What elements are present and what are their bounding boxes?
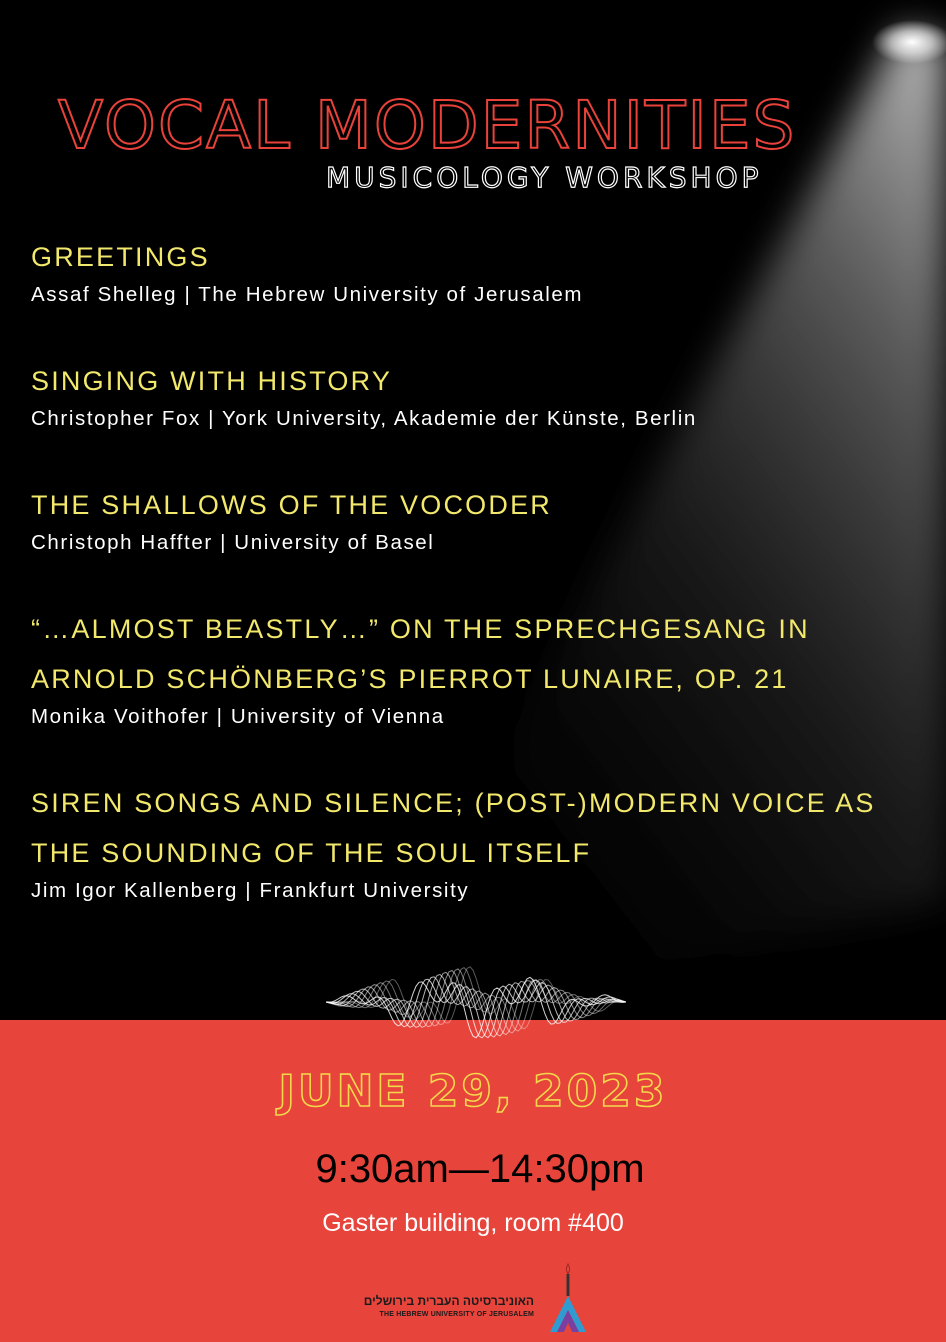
talk-title: “…ALMOST BEASTLY…” ON THE SPRECHGESANG IN ARNOLD SCHÖNBERG’S PIERROT LUNAIRE, OP. 21 (31, 614, 810, 694)
logo-hebrew-text: האוניברסיטה העברית בירושלים (363, 1294, 534, 1308)
talk-speaker: Assaf Shelleg | The Hebrew University of Jerusalem (31, 283, 584, 306)
talk-speaker: Christopher Fox | York University, Akademie der Künste, Berlin (31, 407, 697, 430)
workshop-subtitle: MUSICOLOGY WORKSHOP (326, 161, 763, 194)
talk-item (31, 480, 911, 558)
sound-wave-graphic (326, 952, 626, 1052)
talk-title: SINGING WITH HISTORY (31, 366, 393, 396)
talk-item (31, 356, 911, 434)
talk-speaker: Monika Voithofer | University of Vienna (31, 705, 445, 728)
talk-item (31, 778, 911, 906)
event-date: JUNE 29, 2023 (278, 1066, 668, 1117)
university-logo (356, 1258, 596, 1338)
wave-line (326, 974, 626, 1037)
talk-item (31, 604, 911, 732)
talk-title: SIREN SONGS AND SILENCE; (POST-)MODERN VOICE AS THE SOUNDING OF THE SOUL ITSELF (31, 788, 876, 868)
workshop-title: VOCAL MODERNITIES (58, 87, 797, 164)
talk-speaker: Jim Igor Kallenberg | Frankfurt University (31, 879, 470, 902)
talk-item (31, 232, 911, 310)
talk-title: THE SHALLOWS OF THE VOCODER (31, 490, 552, 520)
logo-english-text: THE HEBREW UNIVERSITY OF JERUSALEM (379, 1311, 534, 1318)
talk-speaker: Christoph Haffter | University of Basel (31, 531, 435, 554)
menorah-logo-icon (546, 1260, 590, 1336)
event-details-panel (0, 1020, 946, 1342)
wave-line (326, 971, 626, 1035)
event-venue: Gaster building, room #400 (322, 1209, 624, 1237)
event-time: 9:30am—14:30pm (315, 1147, 645, 1191)
talk-title: GREETINGS (31, 242, 210, 272)
talk-list (31, 232, 911, 952)
